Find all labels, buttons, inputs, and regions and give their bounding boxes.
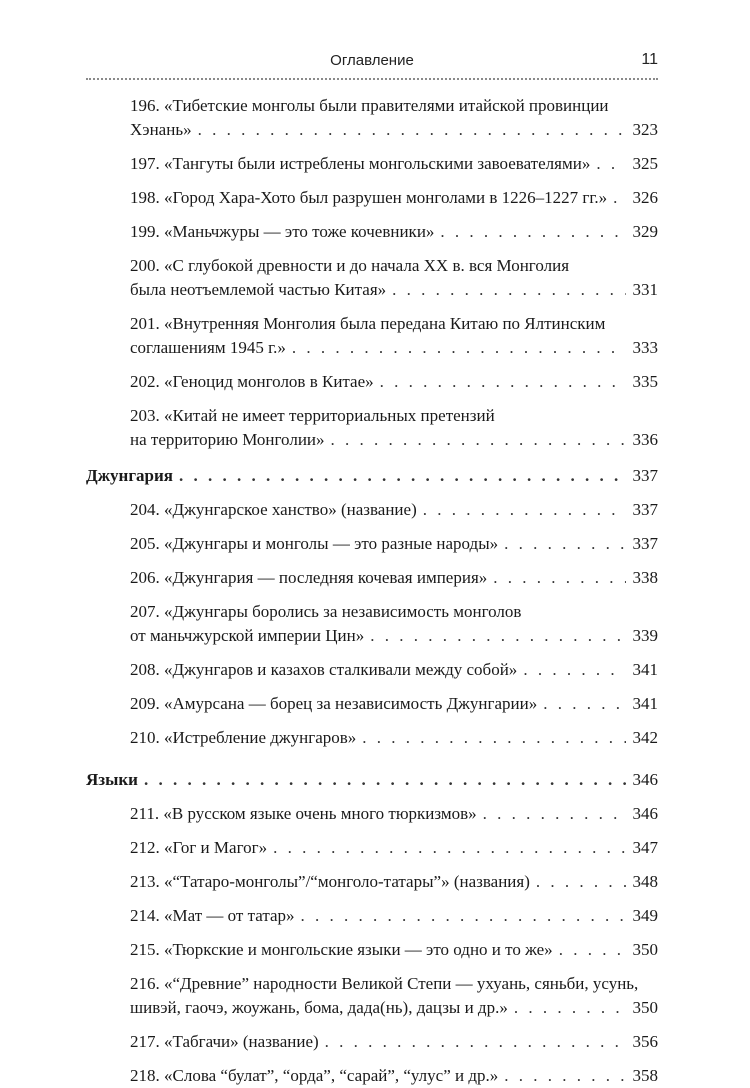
toc-entry-page: 350 [632,940,658,959]
toc-section-page: 337 [632,466,658,485]
toc-entry-text: 214. «Мат — от татар» [130,906,295,925]
toc-entry-page: 336 [632,430,658,449]
toc-entry-text-line1: 203. «Китай не имеет территориальных претензий [130,406,495,425]
toc-entry-text: 197. «Тангуты были истреблены монгольскими завоевателями» [130,154,591,173]
toc-entry-text: от маньчжурской империи Цин» [130,626,365,645]
toc-entry-text: 212. «Гог и Магог» [130,838,268,857]
header-divider [86,78,658,80]
toc-entry-text: Хэнань» [130,120,192,139]
dot-leader [370,624,626,648]
toc-entry[interactable] [130,566,658,590]
dot-leader [536,870,626,894]
toc-entry-text: 208. «Джунгаров и казахов сталкивали между собой» [130,660,518,679]
toc-section-languages-entries [86,802,658,1088]
dot-leader [144,768,626,792]
toc-entry-page: 338 [632,568,658,587]
toc-entry-text: 205. «Джунгары и монголы — это разные народы» [130,534,499,553]
toc-entry[interactable] [130,836,658,860]
toc-entry-text: соглашениям 1945 г.» [130,338,286,357]
toc-entry[interactable] [130,498,658,522]
dot-leader [493,566,626,590]
toc-section-title: Джунгария [86,466,173,485]
dot-leader [273,836,626,860]
dot-leader [613,186,626,210]
toc-entry[interactable] [130,1030,658,1054]
page-header [86,50,658,76]
dot-leader [331,428,626,452]
toc-entry-text: 198. «Город Хара-Хото был разрушен монголами в 1226–1227 гг.» [130,188,608,207]
toc-entry-text: 213. «“Татаро-монголы”/“монголо-татары”» (названия) [130,872,530,891]
toc-entry[interactable] [130,726,658,750]
dot-leader [504,1064,626,1088]
toc-entry-text: шивэй, гаочэ, жоужань, бома, дада(нь), дацзы и др.» [130,998,508,1017]
toc-entry-text: 210. «Истребление джунгаров» [130,728,357,747]
toc-entry-page: 325 [632,154,658,173]
toc-entry-page: 337 [632,534,658,553]
toc-entry[interactable] [130,312,658,360]
toc-entry[interactable] [130,220,658,244]
toc-entry-page: 329 [632,222,658,241]
dot-leader [198,118,626,142]
dot-leader [523,658,626,682]
toc-entry[interactable] [130,532,658,556]
dot-leader [292,336,626,360]
toc-entry-page: 331 [632,280,658,299]
toc-entry[interactable] [130,600,658,648]
dot-leader [325,1030,626,1054]
toc-entry-text: 209. «Амурсана — борец за независимость Джунгарии» [130,694,538,713]
toc-entry-text: 211. «В русском языке очень много тюркизмов» [130,804,477,823]
toc-entry[interactable] [130,802,658,826]
toc-entry[interactable] [130,972,658,1020]
toc-section-page: 346 [632,770,658,789]
dot-leader [504,532,626,556]
toc-entry-page: 337 [632,500,658,519]
dot-leader [423,498,626,522]
toc-entry-page: 348 [632,872,658,891]
toc-entry[interactable] [130,692,658,716]
toc-entry-page: 339 [632,626,658,645]
toc-section-heading[interactable] [86,464,658,488]
toc-entry-text: 204. «Джунгарское ханство» (название) [130,500,417,519]
dot-leader [543,692,626,716]
dot-leader [596,152,626,176]
toc-entry-text: 206. «Джунгария — последняя кочевая империя» [130,568,488,587]
dot-leader [392,278,626,302]
toc-entry-text-line1: 216. «“Древние” народности Великой Степи — ухуань, сяньби, усунь, [130,974,639,993]
dot-leader [483,802,626,826]
toc-entry-page: 342 [632,728,658,747]
dot-leader [301,904,626,928]
toc-entry-page: 350 [632,998,658,1017]
toc-section-dzungaria-entries [86,498,658,750]
toc-entry[interactable] [130,370,658,394]
toc-section-dzungaria [86,464,658,488]
toc-entry-text: 218. «Слова “булат”, “орда”, “сарай”, “улус” и др.» [130,1066,499,1085]
toc-section-title: Языки [86,770,138,789]
header-title: Оглавление [330,52,414,69]
header-page-number: 11 [641,51,658,68]
dot-leader [362,726,626,750]
toc-entry-page: 335 [632,372,658,391]
toc-entry[interactable] [130,94,658,142]
table-of-contents [86,86,658,1088]
toc-entry-text: 215. «Тюркские и монгольские языки — это одно и то же» [130,940,553,959]
dot-leader [559,938,626,962]
toc-section-heading[interactable] [86,768,658,792]
toc-entry-page: 333 [632,338,658,357]
toc-entry-page: 356 [632,1032,658,1051]
toc-entry-page: 346 [632,804,658,823]
toc-entry-page: 326 [632,188,658,207]
toc-entry-text: была неотъемлемой частью Китая» [130,280,387,299]
toc-entry-page: 349 [632,906,658,925]
toc-section-continuation [86,94,658,452]
toc-entry[interactable] [130,152,658,176]
toc-entry[interactable] [130,186,658,210]
dot-leader [380,370,626,394]
toc-entry-text-line1: 200. «С глубокой древности и до начала XX в. вся Монголия [130,256,570,275]
dot-leader [179,464,626,488]
toc-entry[interactable] [130,658,658,682]
toc-section-languages [86,768,658,792]
toc-entry-text: 202. «Геноцид монголов в Китае» [130,372,374,391]
toc-entry[interactable] [130,1064,658,1088]
toc-entry-text: 217. «Табгачи» (название) [130,1032,319,1051]
dot-leader [440,220,626,244]
toc-entry-page: 323 [632,120,658,139]
toc-entry[interactable] [130,404,658,452]
toc-entry-page: 341 [632,660,658,679]
toc-entry[interactable] [130,904,658,928]
toc-entry-text-line1: 196. «Тибетские монголы были правителями итайской провинции [130,96,609,115]
toc-entry-text-line1: 201. «Внутренняя Монголия была передана Китаю по Ялтинским [130,314,606,333]
toc-entry[interactable] [130,938,658,962]
toc-entry-page: 341 [632,694,658,713]
toc-entry-text: 199. «Маньчжуры — это тоже кочевники» [130,222,435,241]
toc-entry-page: 347 [632,838,658,857]
toc-entry-text: на территорию Монголии» [130,430,325,449]
toc-entry-text-line1: 207. «Джунгары боролись за независимость монголов [130,602,522,621]
toc-entry[interactable] [130,870,658,894]
toc-entry-page: 358 [632,1066,658,1085]
toc-entry[interactable] [130,254,658,302]
